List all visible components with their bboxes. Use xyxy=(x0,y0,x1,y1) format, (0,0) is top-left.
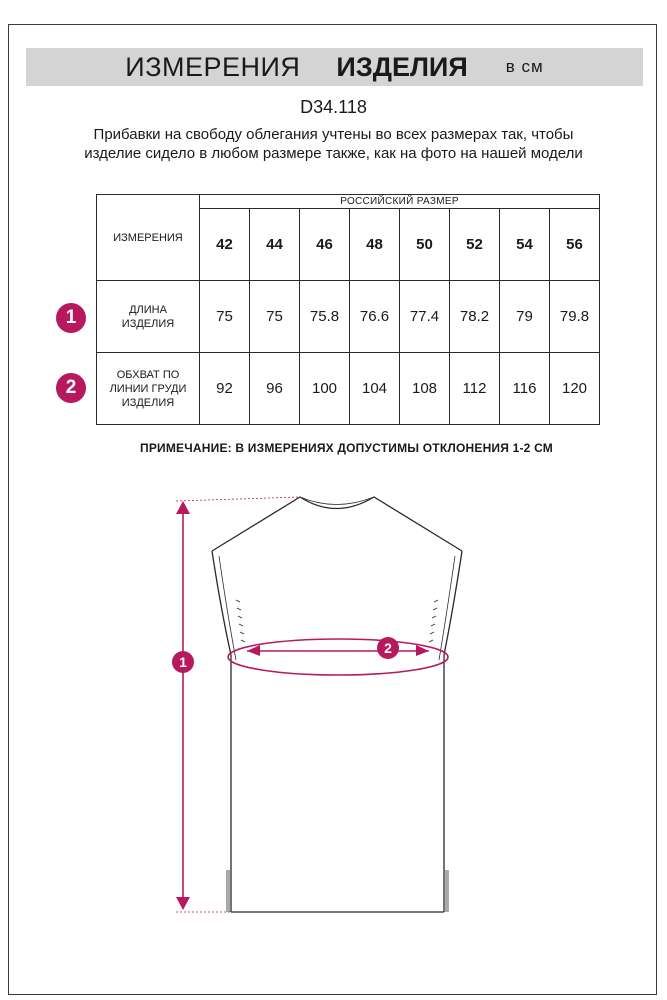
size-header: 54 xyxy=(500,209,550,281)
table-cell: 96 xyxy=(250,353,300,425)
table-cell: 120 xyxy=(550,353,600,425)
table-cell: 108 xyxy=(400,353,450,425)
size-header: 52 xyxy=(450,209,500,281)
size-group-header: РОССИЙСКИЙ РАЗМЕР xyxy=(200,195,600,209)
table-cell: 79.8 xyxy=(550,281,600,353)
measurement-note: ПРИМЕЧАНИЕ: В ИЗМЕРЕНИЯХ ДОПУСТИМЫ ОТКЛОНЕНИЯ 1-2 СМ xyxy=(140,441,553,455)
size-header: 50 xyxy=(400,209,450,281)
table-cell: 112 xyxy=(450,353,500,425)
unit-label: в см xyxy=(505,57,544,76)
vest-outline xyxy=(212,497,462,912)
chest-dimension xyxy=(228,639,448,675)
row-label-text: ОБХВАТ ПО ЛИНИИ ГРУДИ ИЗДЕЛИЯ xyxy=(109,368,187,409)
table-cell: 76.6 xyxy=(350,281,400,353)
table-cell: 100 xyxy=(300,353,350,425)
table-cell: 104 xyxy=(350,353,400,425)
title-part2: ИЗДЕЛИЯ xyxy=(336,51,468,82)
size-header: 46 xyxy=(300,209,350,281)
armhole-trim xyxy=(219,556,455,912)
row-label-text: ДЛИНА ИЗДЕЛИЯ xyxy=(121,303,175,330)
size-header: 48 xyxy=(350,209,400,281)
size-header: 56 xyxy=(550,209,600,281)
table-cell: 75.8 xyxy=(300,281,350,353)
length-dimension xyxy=(176,497,300,912)
measure-header: ИЗМЕРЕНИЯ xyxy=(97,195,200,281)
table-cell: 78.2 xyxy=(450,281,500,353)
table-cell: 75 xyxy=(200,281,250,353)
diagram-marker-chest: 2 xyxy=(377,637,399,659)
product-description: Прибавки на свободу облегания учтены во всех размерах так, чтобы изделие сидело в любом размере также, как на фото на нашей модели xyxy=(84,126,583,162)
table-cell: 92 xyxy=(200,353,250,425)
size-header: 44 xyxy=(250,209,300,281)
title-part1: ИЗМЕРЕНИЯ xyxy=(125,51,301,82)
size-header: 42 xyxy=(200,209,250,281)
table-cell: 79 xyxy=(500,281,550,353)
table-cell: 75 xyxy=(250,281,300,353)
marker-length: 1 xyxy=(56,303,86,333)
table-cell: 77.4 xyxy=(400,281,450,353)
product-code: D34.118 xyxy=(300,97,367,117)
marker-chest: 2 xyxy=(56,373,86,403)
diagram-marker-length: 1 xyxy=(172,651,194,673)
table-cell: 116 xyxy=(500,353,550,425)
